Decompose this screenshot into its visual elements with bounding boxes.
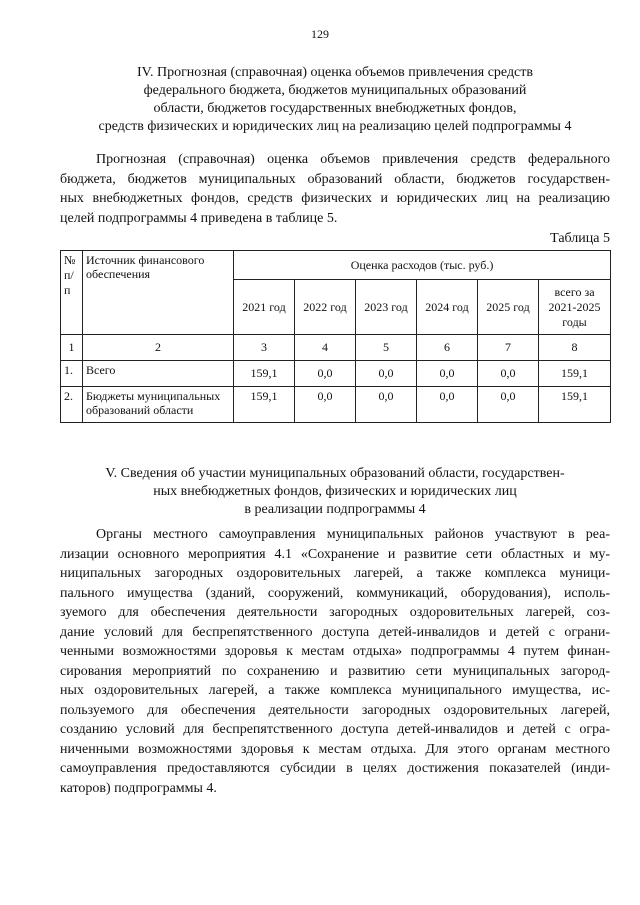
table-row — [61, 387, 611, 423]
paragraph-line: лизации основного мероприятия 4.1 «Сохранение и развитие сети областных и му- — [60, 546, 610, 562]
row-num: 2. — [61, 387, 83, 423]
section-4-heading — [60, 64, 610, 136]
row-value: 0,0 — [417, 387, 478, 423]
row-value: 0,0 — [295, 361, 356, 387]
header-source: Источник финансового обеспечения — [83, 251, 234, 335]
index-cell: 2 — [83, 335, 234, 361]
header-year: 2023 год — [356, 280, 417, 335]
section-5-paragraph — [60, 525, 610, 798]
funding-table — [60, 250, 611, 423]
paragraph-line: ченными возможностями здоровья к местам отдыха» подпрограммы 4 путем финан- — [60, 644, 610, 659]
page-number: 129 — [311, 27, 329, 41]
paragraph-line: Прогнозная (справочная) оценка объемов привлечения средств федерального — [96, 152, 610, 167]
paragraph-line: пользуемого для обеспечения деятельности загородных оздоровительных лагерей, — [60, 702, 610, 718]
index-cell: 1 — [61, 335, 83, 361]
index-cell: 3 — [234, 335, 295, 361]
row-source: Всего — [83, 361, 234, 387]
row-value: 0,0 — [356, 387, 417, 423]
index-cell: 5 — [356, 335, 417, 361]
heading-line: средств физических и юридических лиц на реализацию целей подпрограммы 4 — [98, 119, 572, 134]
paragraph-line: ниципальных загородных оздоровительных лагерей, а также комплекса муници- — [60, 566, 610, 581]
paragraph-line: бюджета, бюджетов муниципальных образований области, бюджетов государствен- — [60, 171, 610, 187]
heading-line: IV. Прогнозная (справочная) оценка объемов привлечения средств — [136, 65, 534, 80]
row-value: 0,0 — [417, 361, 478, 387]
paragraph-line: зуемого для обеспечения деятельности загородных оздоровительных лагерей, соз- — [60, 605, 610, 620]
paragraph-line: пального имущества (зданий, сооружений, коммуникаций, оборудования), исполь- — [60, 585, 610, 601]
row-source: Бюджеты муниципальных образований области — [83, 387, 234, 423]
paragraph-line: дание условий для беспрепятственного доступа детей-инвалидов и детей с ограни- — [60, 624, 610, 640]
row-value: 159,1 — [234, 387, 295, 423]
row-value: 0,0 — [295, 387, 356, 423]
header-year: 2021 год — [234, 280, 295, 335]
heading-line: V. Сведения об участии муниципальных образований области, государствен- — [105, 466, 565, 481]
section-5-heading — [60, 465, 610, 519]
index-cell: 7 — [478, 335, 539, 361]
row-value: 159,1 — [539, 361, 611, 387]
heading-line: федерального бюджета, бюджетов муниципальных образований — [143, 83, 527, 98]
paragraph-line: самоуправления предоставляются субсидии в целях достижения показателей (инди- — [60, 761, 610, 776]
index-row — [61, 335, 611, 361]
heading-line: ных внебюджетных фондов, физических и юридических лиц — [153, 484, 517, 499]
heading-line: области, бюджетов государственных внебюджетных фондов, — [153, 101, 517, 116]
header-year: 2025 год — [478, 280, 539, 335]
paragraph-line: ных внебюджетных фондов, средств физических и юридических лиц на реализацию — [60, 191, 610, 206]
row-value: 0,0 — [356, 361, 417, 387]
table-row — [61, 361, 611, 387]
paragraph-line: сирования мероприятий по сохранению и развитию сети муниципальных загород- — [60, 663, 610, 679]
index-cell: 8 — [539, 335, 611, 361]
header-year: 2022 год — [295, 280, 356, 335]
paragraph-line: созданию условий для беспрепятственного доступа детей-инвалидов и детей с огра- — [60, 722, 610, 737]
row-value: 0,0 — [478, 361, 539, 387]
section-4-paragraph — [60, 150, 610, 228]
header-year: 2024 год — [417, 280, 478, 335]
row-value: 159,1 — [234, 361, 295, 387]
paragraph-line: Органы местного самоуправления муниципальных районов участвуют в реа- — [96, 527, 610, 542]
table-label: Таблица 5 — [550, 231, 610, 246]
row-value: 0,0 — [478, 387, 539, 423]
row-num: 1. — [61, 361, 83, 387]
paragraph-line: каторов) подпрограммы 4. — [60, 780, 217, 796]
header-estimate: Оценка расходов (тыс. руб.) — [234, 251, 611, 280]
index-cell: 6 — [417, 335, 478, 361]
index-cell: 4 — [295, 335, 356, 361]
header-total: всего за 2021-2025 годы — [539, 280, 611, 335]
paragraph-line: ниченными возможностями здоровья к местам отдыха. Для этого органам местного — [60, 741, 610, 757]
heading-line: в реализации подпрограммы 4 — [244, 502, 426, 517]
paragraph-line: целей подпрограммы 4 приведена в таблице 5. — [60, 210, 338, 226]
paragraph-line: ных оздоровительных лагерей, а также комплекса муниципального имущества, ис- — [60, 683, 610, 698]
header-num: № п/п — [61, 251, 83, 335]
row-value: 159,1 — [539, 387, 611, 423]
